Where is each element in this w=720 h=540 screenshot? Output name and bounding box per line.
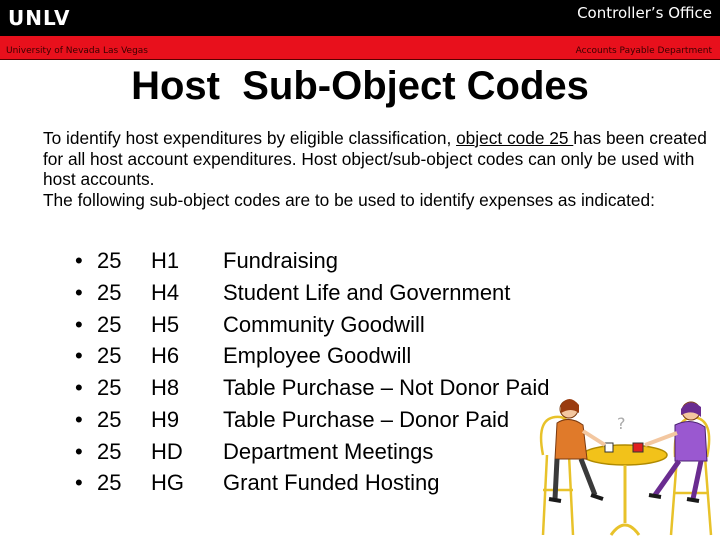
bullet-icon: • (75, 280, 83, 305)
code-description: Fundraising (223, 248, 338, 273)
object-code: 25 (97, 407, 122, 432)
object-code: 25 (97, 343, 122, 368)
intro-text (43, 128, 713, 210)
code-description: Community Goodwill (223, 312, 425, 337)
svg-text:?: ? (617, 414, 626, 433)
code-description: Employee Goodwill (223, 343, 412, 368)
code-description: Student Life and Government (223, 280, 511, 305)
university-name: University of Nevada Las Vegas (6, 46, 148, 56)
code-description: Table Purchase – Not Donor Paid (223, 375, 550, 400)
sub-object-code: H4 (151, 280, 180, 305)
bullet-icon: • (75, 248, 83, 273)
object-code-link: object code 25 (456, 128, 574, 148)
sub-object-code: H6 (151, 343, 180, 368)
object-code: 25 (97, 248, 122, 273)
object-code: 25 (97, 439, 122, 464)
page-title: Host Sub-Object Codes (131, 64, 589, 108)
object-code: 25 (97, 280, 122, 305)
code-description: Grant Funded Hosting (223, 470, 440, 495)
header-bar (0, 0, 720, 36)
object-code: 25 (97, 375, 122, 400)
sub-object-code: HG (151, 470, 184, 495)
bullet-icon: • (75, 470, 83, 495)
bullet-icon: • (75, 439, 83, 464)
intro-text-segment: To identify host expenditures by eligible classification, (43, 128, 457, 148)
bullet-icon: • (75, 312, 83, 337)
department-name: Accounts Payable Department (575, 46, 712, 56)
list-item (75, 280, 635, 310)
bullet-icon: • (75, 343, 83, 368)
sub-object-code: HD (151, 439, 183, 464)
code-description: Table Purchase – Donor Paid (223, 407, 510, 432)
list-item (75, 312, 635, 342)
office-name: Controller’s Office (577, 4, 712, 22)
object-code: 25 (97, 470, 122, 495)
cafe-table-illustration (525, 395, 720, 540)
intro-paragraph-2: The following sub-object codes are to be used to identify expenses as indicated: (43, 189, 655, 210)
list-item (75, 248, 635, 278)
sub-object-code: H1 (151, 248, 180, 273)
intro-text-segment: has been created for all host account expenditures. Host object/sub-object codes can only be used with host accounts. (43, 128, 707, 189)
sub-object-code: H8 (151, 375, 180, 400)
sub-object-code: H9 (151, 407, 180, 432)
intro-paragraph-1 (43, 128, 713, 190)
sub-object-code: H5 (151, 312, 180, 337)
bullet-icon: • (75, 407, 83, 432)
object-code: 25 (97, 312, 122, 337)
brand-logo: UNLV (8, 6, 71, 30)
bullet-icon: • (75, 375, 83, 400)
list-item (75, 343, 635, 373)
code-description: Department Meetings (223, 439, 434, 464)
